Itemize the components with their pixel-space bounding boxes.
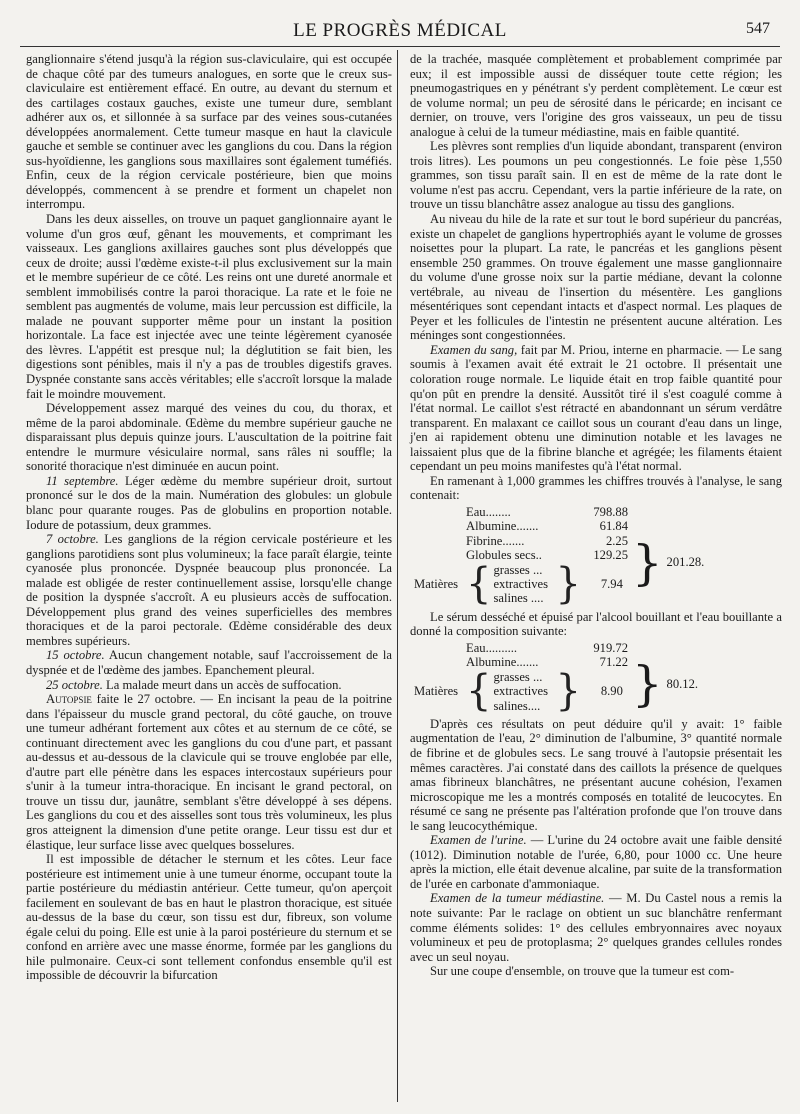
page-number: 547 (746, 20, 770, 37)
paragraph: Les plèvres sont remplies d'un liquide abondant, transparent (environ trois litres). Les poumons un peu congestionnés. Le foie pèse 1,550 grammes, son tissu paraît sain. Il en est de même de la rate dont le volume n'est pas accru. Cependant, vers la partie inférieure de la rate, on trouve un tissu blanchâtre assez analogue au tissu des ganglions. (410, 139, 782, 212)
paragraph: 15 octobre. Aucun changement notable, sauf l'accroissement de la dyspnée et de l'œdème des jambes. Epanchement pleural. (26, 648, 392, 677)
table-row: Eau.......... 919.72 (466, 640, 628, 655)
paragraph: Le sérum desséché et épuisé par l'alcool bouillant et l'eau bouillante a donné la composition suivante: (410, 609, 782, 639)
left-column (26, 52, 392, 983)
date-label: 15 octobre. (46, 648, 105, 663)
paragraph: Examen de l'urine. — L'urine du 24 octobre avait une faible densité (1012). Diminution notable de l'urée, 6,80, pour 1000 cc. Une heure après la miction, elle était devenue alcaline, par suite de la transformation de l'urée en carbonate d'ammoniaque. (410, 833, 783, 891)
paragraph: 7 octobre. Les ganglions de la région cervicale postérieure et les ganglions parotidiens sont plus volumineux; la face paraît élargie, teinte cyanosée plus prononcée. Dyspnée beaucoup plus prononcée. La malade est obligée de rester continuellement assise, lorsqu'elle change de position la dyspnée s'accroît. A eu plusieurs accès de suffocation. Développement plus grand des veines superficielles des membres thoraciques et de la paroi pectorale. Œdème considérable des deux membres supérieurs. (26, 532, 392, 648)
paragraph: Autopsie faite le 27 octobre. — En incisant la peau de la poitrine dans l'épaisseur du muscle grand pectoral, du côté gauche, on trouve une tumeur adhérant fortement aux côtes et au sternum de ce côté, se continuant directement avec les ganglions du cou d'une part, et passant au-dessus et au-dessous de la clavicule qui se trouve englobée par elle, d'autre part elle pénètre dans les espaces intercostaux supérieurs pour s'unir à la tumeur intra-thoracique. En incisant le grand pectoral, on trouve un tissu dur, jaunâtre, semblant s'être développé à ses dépens. Les ganglions du cou et des aisselles sont tous très volumineux, les plus gros atteignent la dimension d'une petite orange. Leur tissu est dur et élastique, leur surface lisse avec quelques bosselures. (26, 692, 392, 852)
table-group: Matières { grasses ... extractives salines.... } 8.90 (414, 667, 623, 716)
paragraph: Dans les deux aisselles, on trouve un paquet ganglionnaire ayant le volume d'un gros œuf, gênant les mouvements, et comprimant les vaisseaux. Les ganglions axillaires gauches sont plus développés que ceux de droite; aussi l'œdème existe-t-il plus exclusivement sur la main et le membre supérieur de ce côté. Les reins ont une dureté anormale et semblent immobilisés contre la paroi thoracique. La rate et le foie ne semblent pas augmentés de volume, mais leur percussion est difficile, la malade ne pouvant supporter même pour un instant la position horizontale. La face est injectée avec une teinte légèrement cyanosée des lèvres. L'appétit est presque nul; la déglutition se fait bien, les digestions sont pénibles, mais il n'y a pas de troubles digestifs graves. Dyspnée constante sans accès véritables; elle s'accroît lorsque la malade fait le moindre mouvement. (26, 212, 392, 401)
table-total: 80.12. (666, 676, 699, 691)
table-row: Globules secs.. 129.25 (466, 548, 628, 563)
section-label: Examen de la tumeur médiastine. (430, 891, 605, 906)
paragraph: Il est impossible de détacher le sternum et les côtes. Leur face postérieure est intimement unie à une tumeur énorme, occupant toute la partie postérieure du médiastin antérieur. Cette tumeur, qu'on aperçoit facilement en soulevant de bas en haut le plastron thoracique, est située au-dessus de la base du cœur, son tissu est dur, fibreux, son volume égale celui du poing. Elle est unie à la paroi postérieure du sternum et se confond en arrière avec une masse énorme, formée par les ganglions du hile pulmonaire. Ceux-ci sont tellement confondus ensemble qu'il est impossible de découvrir la bifurcation (26, 852, 392, 983)
paragraph: ganglionnaire s'étend jusqu'à la région sus-claviculaire, qui est occupée de chaque côté par des tumeurs analogues, en sorte que le creux sus-claviculaire est entièrement effacé. En outre, au devant du sternum et des cartilages costaux gauches, existe une tumeur dure, semblant adhérer aux os, et sillonnée à sa surface par des veines sous-cutanées développées anormalement. Cette tumeur masque en haut la clavicule gauche et semble se continuer avec les ganglions du cou. Dans la région sus-hyoïdienne, les ganglions sous maxillaires sont également tuméfiés. Enfin, ceux de la région cervicale postérieure, bien que moins développés, commencent à se prendre et forment un chapelet non interrompu. (26, 52, 392, 212)
column-divider (397, 50, 398, 1102)
blood-composition-table: Eau........ 798.88 Albumine....... 61.84 Fibrine....... 2.25 Globules secs.. 129.25 Matières { grasses ... extractives salines .... } 7.94 } 201.28. (466, 505, 782, 606)
right-column (410, 52, 782, 979)
table-row: Albumine....... 71.22 (466, 655, 628, 670)
section-label: Autopsie (46, 692, 92, 707)
running-header (20, 14, 780, 50)
table-row: Eau........ 798.88 (466, 504, 628, 519)
journal-title: LE PROGRÈS MÉDICAL (293, 20, 507, 41)
paragraph: 25 octobre. La malade meurt dans un accès de suffocation. (46, 677, 342, 692)
paragraph: Au niveau du hile de la rate et sur tout le bord supérieur du pancréas, existe un chapelet de ganglions hypertrophiés ayant le volume de grosses noisettes pour la plupart. La rate, le pancréas et les ganglions pèsent ensemble 250 grammes. On trouve également une masse ganglionnaire du volume d'une grosse noix sur la partie médiane, devant la colonne vertébrale, au niveau de l'insertion du mésentère. Les ganglions mésentériques sont cependant intacts et d'aspect normal. Les plaques de Peyer et les follicules de l'intestin ne présentent aucune altération. Les méninges sont congestionnées. (410, 212, 782, 343)
section-label: Examen de l'urine. (430, 833, 527, 848)
date-label: 7 octobre. (46, 532, 99, 547)
paragraph: En ramenant à 1,000 grammes les chiffres trouvés à l'analyse, le sang contenait: (410, 473, 782, 503)
paragraph: Développement assez marqué des veines du cou, du thorax, et même de la paroi abdominale. Œdème du membre supérieur gauche ne disparaissant plus depuis quinze jours. L'auscultation de la poitrine fait entendre le murmure vésiculaire normal, sans râles ni souffle; la sonorité thoracique n'est diminuée en aucun point. (26, 401, 392, 474)
table-total: 201.28. (666, 555, 705, 570)
table-row: Albumine....... 61.84 (466, 519, 628, 534)
paragraph: Sur une coupe d'ensemble, on trouve que la tumeur est com- (430, 964, 735, 979)
paragraph: Examen du sang, fait par M. Priou, interne en pharmacie. — Le sang soumis à l'examen avait été extrait le 21 octobre. Il présentait une coloration rouge normale. Le liquide était en trop faible quantité pour qu'on pût en prendre la densité. Aussitôt tiré il s'est coagulé comme à l'état normal. Le caillot s'est rétracté en abandonnant un sérum verdâtre transparent. En malaxant ce caillot sous un courant d'eau dans un linge, j'en ai rapidement obtenu une diminution notable et les lavages ne laissaient plus que de la fibrine blanche et agrégée; les filaments étaient cependant un peu moins manifestes qu'à l'état normal. (410, 342, 782, 474)
date-label: 25 octobre. (46, 677, 103, 692)
table-group: Matières { grasses ... extractives salines .... } 7.94 (414, 560, 623, 609)
header-rule (20, 46, 780, 47)
paragraph: D'après ces résultats on peut déduire qu'il y avait: 1° faible augmentation de l'eau, 2° diminution de l'albumine, 3° quantité normale de fibrine et de globules secs. Le sang trouvé à l'autopsie présentait les mêmes caractères. J'ai constaté dans des caillots la présence de quelques amas fibrineux blanchâtres, ne présentant aucune cohésion, l'examen microscopique me les a montrés composés en totalité de leucocytes. En résumé ce sang ne présente pas l'altération profonde que l'on trouve dans le sang leucocythémique. (410, 716, 782, 833)
paragraph: Examen de la tumeur médiastine. — M. Du Castel nous a remis la note suivante: Par le raclage on obtient un suc blanchâtre renfermant comme éléments solides: 1° des cellules embryonnaires avec noyaux volumineux et peu de protoplasma; 2° quelques grandes cellules rondes avec un seul noyau. (410, 891, 782, 964)
serum-composition-table: Eau.......... 919.72 Albumine....... 71.22 Matières { grasses ... extractives salines.... } 8.90 } 80.12. (466, 641, 782, 713)
paragraph: 11 septembre. Léger œdème du membre supérieur droit, surtout prononcé sur le dos de la main. Numération des globules: un globule blanc pour quarante rouges. Pas de globulins en proportion notable. Iodure de potassium, deux grammes. (26, 473, 392, 532)
paragraph: de la trachée, masquée complètement et probablement comprimée par eux; il est impossible aussi de disséquer toute cette région; les pneumogastriques en y pénétrant s'y perdent complètement. Le cœur est de volume normal; un peu de sérosité dans le péricarde; en incisant ce dernier, on trouve, vers l'origine des gros vaisseaux, un peu de tissu analogue à celui de la tumeur médiastine, mais en faible quantité. (410, 52, 782, 139)
date-label: 11 septembre. (46, 473, 119, 488)
section-label: Examen du sang, (430, 342, 518, 357)
table-row: Fibrine....... 2.25 (466, 533, 628, 548)
